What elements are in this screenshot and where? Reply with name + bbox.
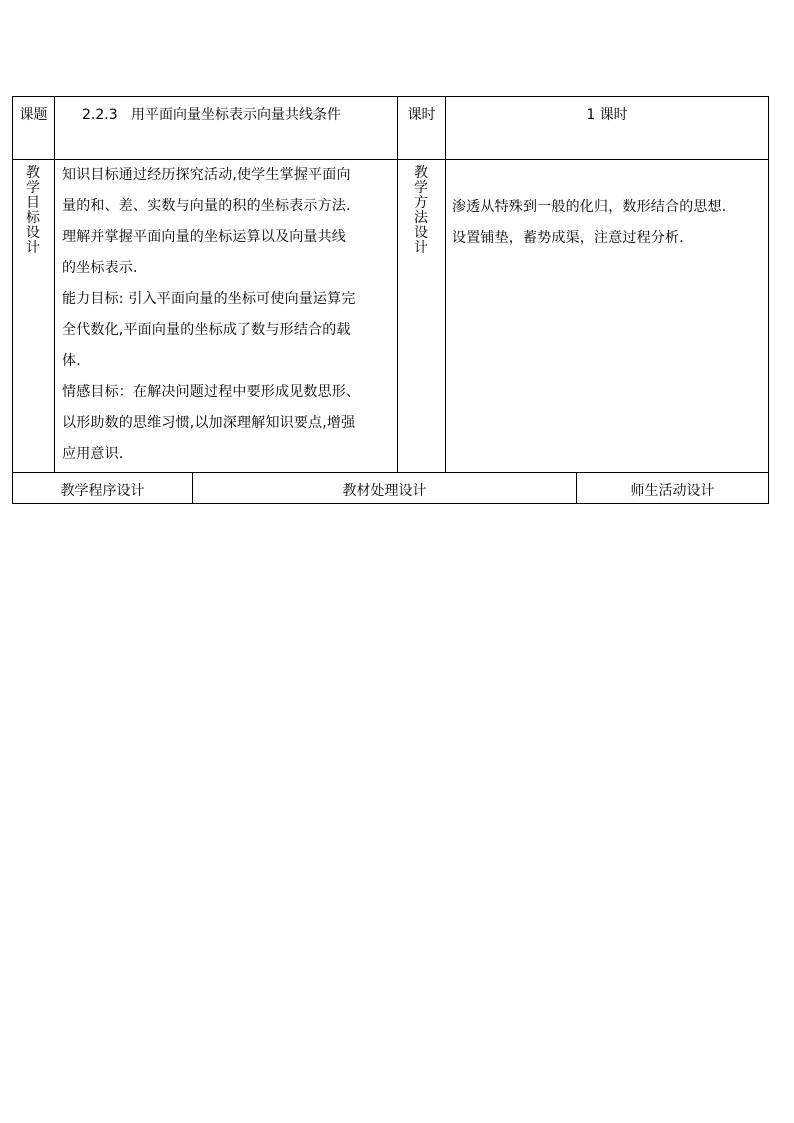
goals-line: 情感目标：在解决问题过程中要形成见数思形、	[62, 384, 361, 400]
goals-label-char: 目	[26, 195, 40, 211]
goals-line: 应用意识.	[62, 446, 124, 462]
col-divider-1	[54, 96, 55, 473]
goals-line: 以形助数的思维习惯,以加深理解知识要点,增强	[62, 415, 356, 431]
footer-col-activity: 师生活动设计	[630, 483, 715, 499]
methods-label-char: 设	[414, 225, 428, 241]
table-border-bottom	[12, 503, 769, 504]
methods-label-char: 计	[414, 240, 428, 256]
hours-value: 1 课时	[586, 107, 628, 123]
methods-label-char: 法	[414, 210, 428, 226]
goals-line: 理解并掌握平面向量的坐标运算以及向量共线	[62, 229, 346, 245]
topic-value: 2.2.3 用平面向量坐标表示向量共线条件	[82, 107, 341, 123]
row-divider-2	[12, 472, 769, 473]
methods-line: 设置铺垫，蓄势成渠，注意过程分析.	[452, 230, 684, 246]
goals-label	[25, 166, 41, 256]
footer-col-material: 教材处理设计	[342, 483, 427, 499]
table-border-right	[768, 96, 769, 504]
methods-content	[452, 192, 768, 254]
col-divider-3	[445, 96, 446, 473]
goals-line: 的坐标表示.	[62, 260, 138, 276]
methods-line: 渗透从特殊到一般的化归，数形结合的思想.	[452, 199, 727, 215]
methods-label-char: 教	[414, 165, 428, 181]
col-divider-2	[397, 96, 398, 473]
goals-label-char: 标	[26, 210, 40, 226]
goals-label-char: 设	[26, 225, 40, 241]
goals-label-char: 学	[26, 180, 40, 196]
goals-line: 全代数化,平面向量的坐标成了数与形结合的载	[62, 322, 351, 338]
methods-label-char: 方	[414, 195, 428, 211]
goals-line: 体.	[62, 353, 81, 369]
table-border-left	[12, 96, 13, 504]
goals-line: 知识目标通过经历探究活动,使学生掌握平面向	[62, 167, 351, 183]
topic-label: 课题	[19, 107, 48, 123]
goals-content	[62, 160, 396, 470]
goals-line: 量的和、差、实数与向量的积的坐标表示方法.	[62, 198, 351, 214]
table-border-top	[12, 96, 769, 97]
goals-label-char: 计	[26, 240, 40, 256]
methods-label	[413, 166, 429, 256]
goals-label-char: 教	[26, 165, 40, 181]
methods-label-char: 学	[414, 180, 428, 196]
footer-col-program: 教学程序设计	[60, 483, 145, 499]
goals-line: 能力目标: 引入平面向量的坐标可使向量运算完	[62, 291, 356, 307]
hours-label: 课时	[407, 107, 436, 123]
